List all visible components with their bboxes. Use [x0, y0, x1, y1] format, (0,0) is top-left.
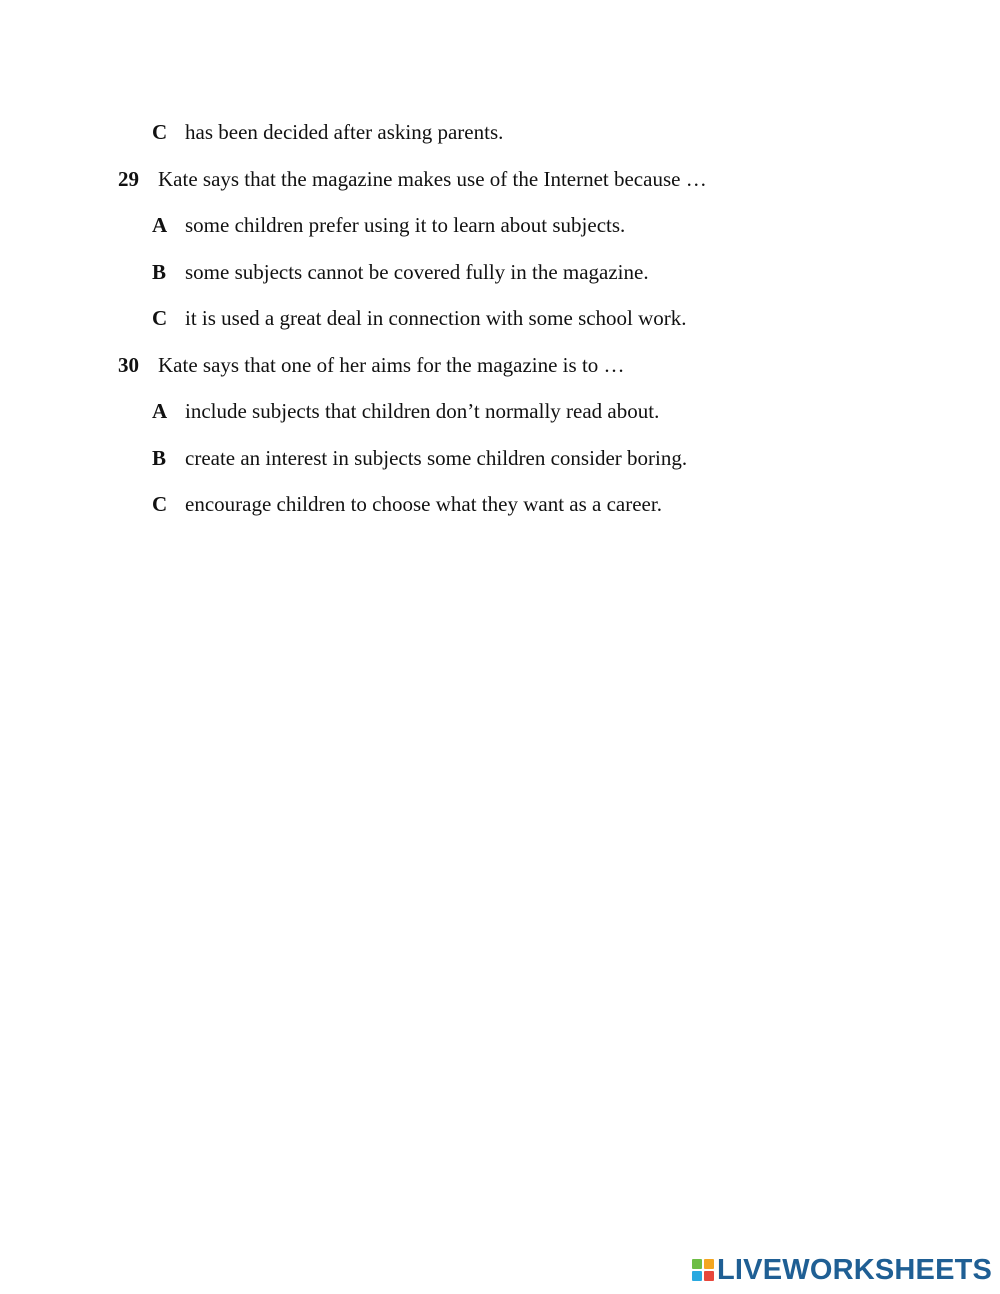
option-text: some children prefer using it to learn about subjects.: [185, 213, 626, 237]
logo-tile: [704, 1271, 714, 1281]
logo-text: LIVEWORKSHEETS: [717, 1253, 993, 1286]
liveworksheets-logo: [692, 1254, 992, 1286]
option-row: [152, 259, 649, 285]
question-29-stem: [118, 166, 707, 192]
option-letter: B: [152, 260, 167, 284]
option-text: create an interest in subjects some children consider boring.: [185, 446, 688, 470]
question-number: 30: [118, 353, 139, 377]
question-text: Kate says that one of her aims for the magazine is to …: [158, 353, 625, 377]
option-text: has been decided after asking parents.: [185, 120, 504, 144]
option-text: it is used a great deal in connection with some school work.: [185, 306, 687, 330]
option-letter: C: [152, 492, 168, 516]
option-letter: C: [152, 120, 168, 144]
option-row: [152, 445, 687, 471]
option-row: [152, 398, 659, 424]
option-letter: B: [152, 446, 167, 470]
logo-tile: [692, 1271, 702, 1281]
option-row: [152, 491, 662, 517]
option-row: [152, 305, 687, 331]
logo-tile: [704, 1259, 714, 1269]
option-letter: A: [152, 399, 168, 423]
option-text: some subjects cannot be covered fully in the magazine.: [185, 260, 649, 284]
option-text: encourage children to choose what they want as a career.: [185, 492, 662, 516]
question-30-stem: [118, 352, 625, 378]
logo-tile: [692, 1259, 702, 1269]
option-text: include subjects that children don’t normally read about.: [185, 399, 660, 423]
option-letter: A: [152, 213, 168, 237]
option-letter: C: [152, 306, 168, 330]
option-row: [152, 212, 625, 238]
liveworksheets-logo-icon: [692, 1259, 714, 1281]
question-text: Kate says that the magazine makes use of the Internet because …: [158, 167, 707, 191]
option-row: [152, 119, 503, 145]
question-number: 29: [118, 167, 139, 191]
